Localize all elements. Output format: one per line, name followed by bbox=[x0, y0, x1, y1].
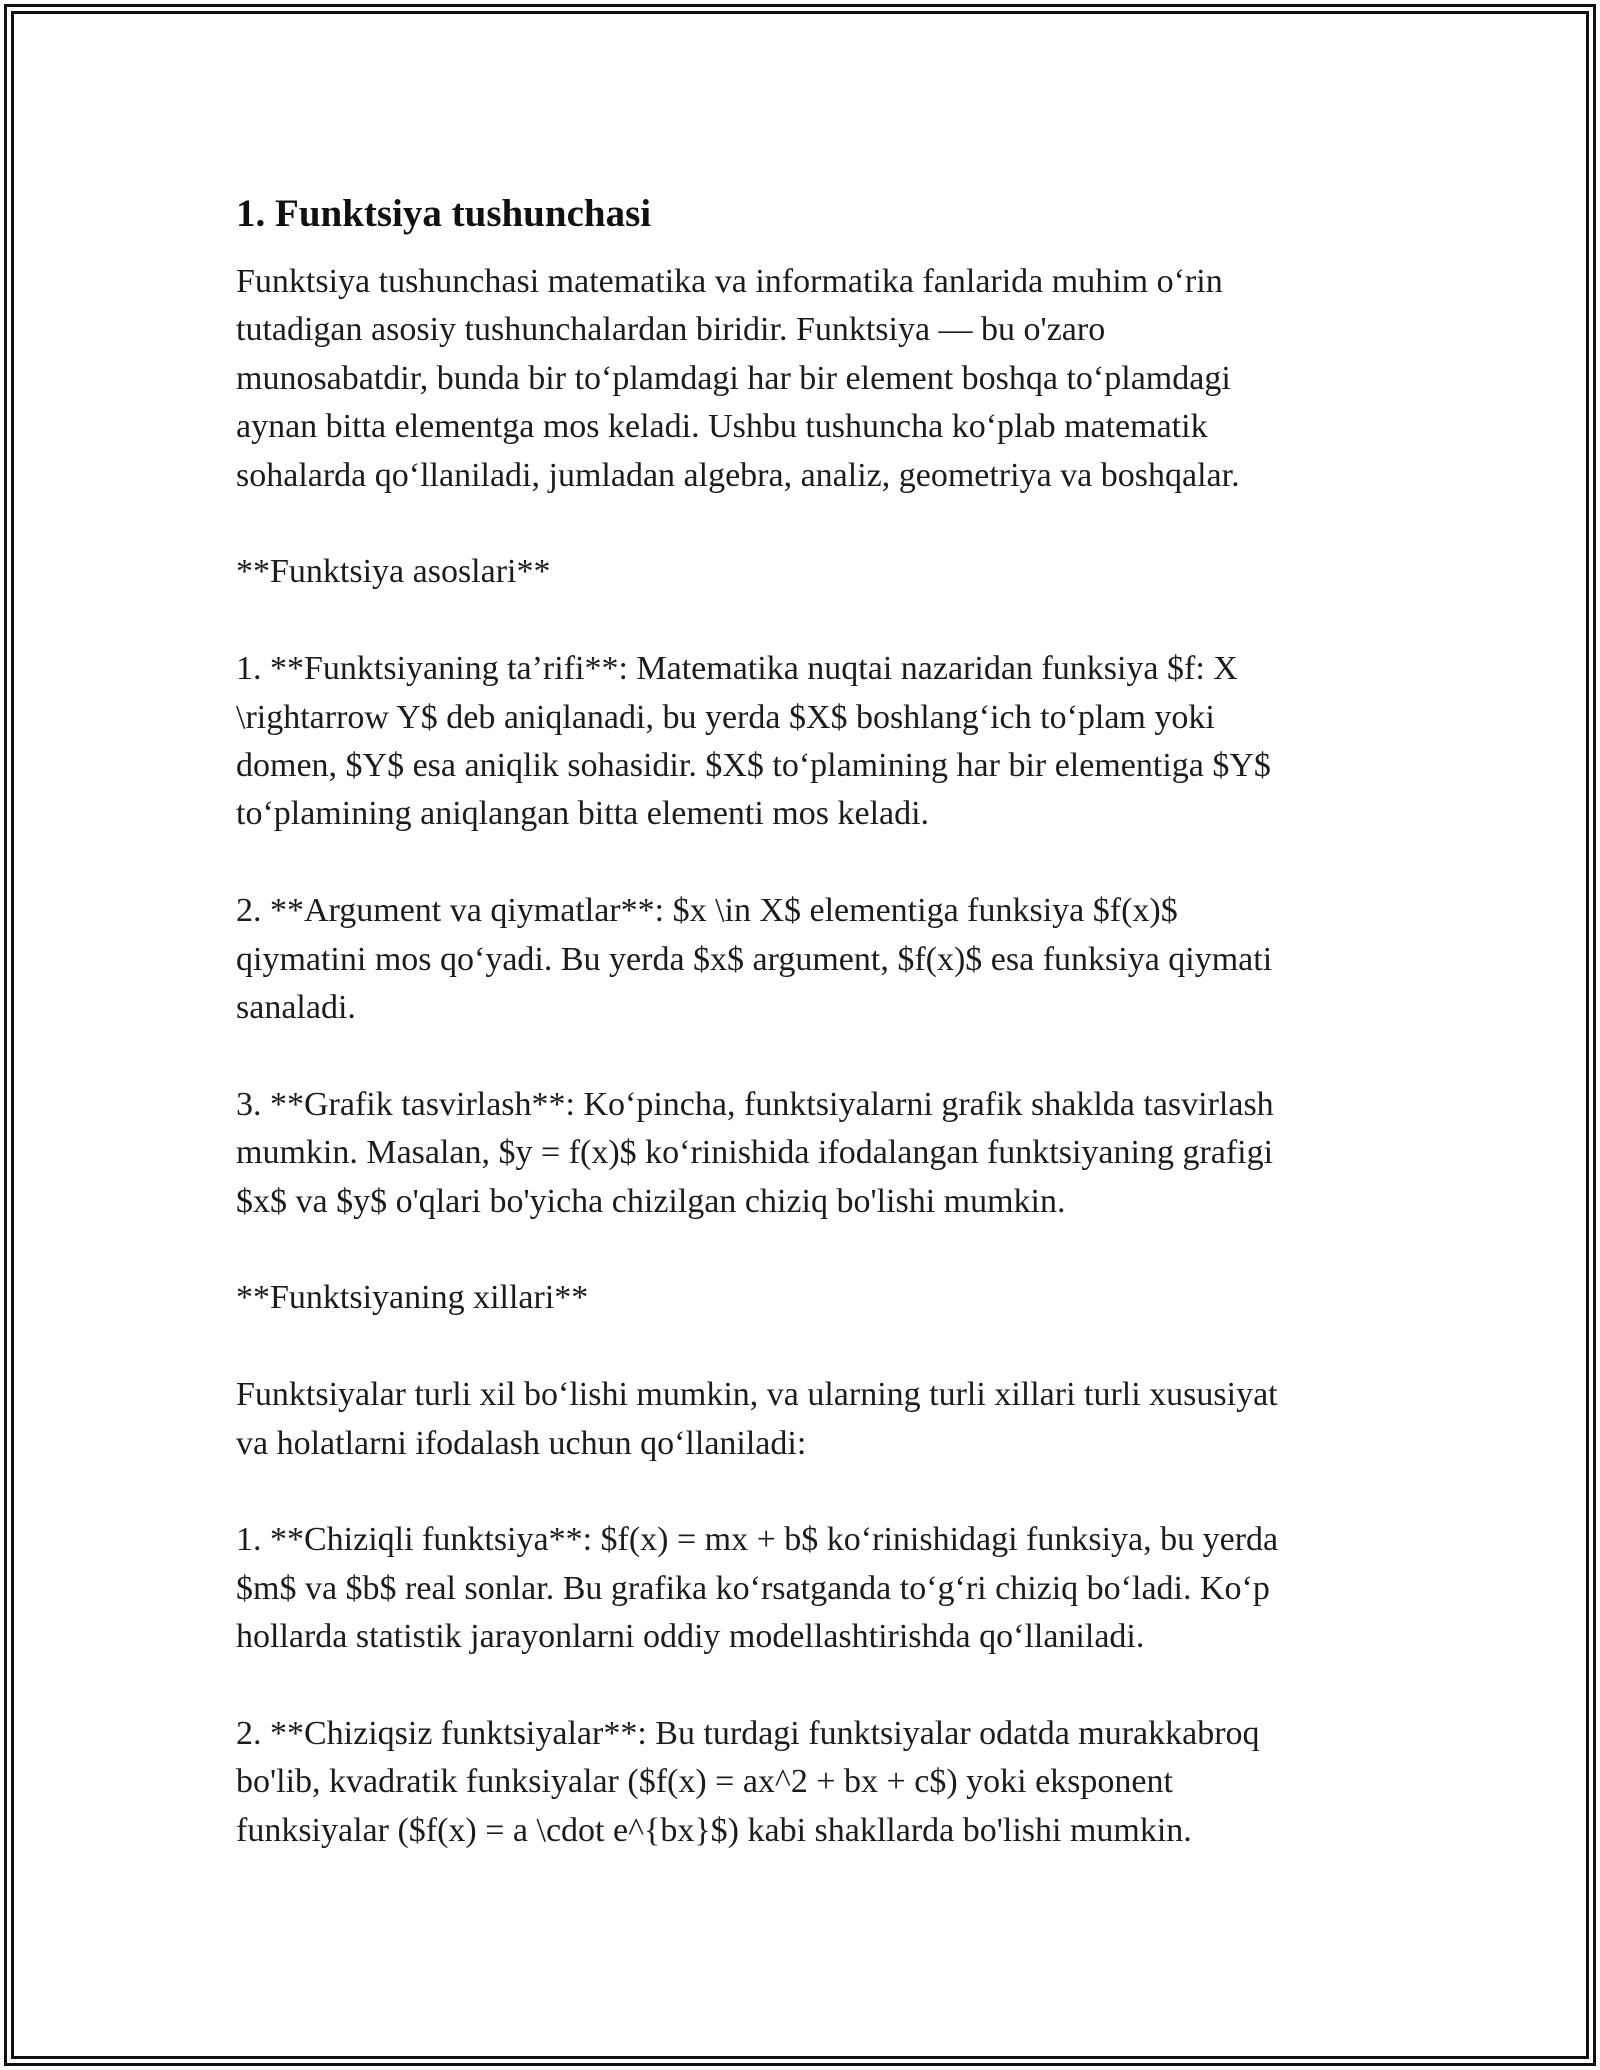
subheading-funktsiyaning-xillari: **Funktsiyaning xillari** bbox=[236, 1279, 589, 1317]
list-item-nonlinear: 2. **Chiziqsiz funktsiyalar**: Bu turdagi funktsiyalar odatda murakkabroq bo'lib, kvadratik funksiyalar ($f(x) = ax^2 + bx + c$) yoki eksponent funksiyalar ($f(x) = a \cdot e^{bx}$) kabi shakllarda bo'lishi mumkin. bbox=[236, 1715, 1260, 1849]
list-item-linear: 1. **Chiziqli funktsiya**: $f(x) = mx + b$ ko‘rinishidagi funksiya, bu yerda $m$ va $b$ real sonlar. Bu grafika ko‘rsatganda to‘g‘ri chiziq bo‘ladi. Ko‘p hollarda statistik jarayonlarni oddiy modellashtirishda qo‘llaniladi. bbox=[236, 1521, 1279, 1656]
section-heading: 1. Funktsiya tushunchasi bbox=[236, 192, 652, 235]
document-body bbox=[236, 184, 1366, 1855]
intro-paragraph: Funktsiya tushunchasi matematika va informatika fanlarida muhim o‘rin tutadigan asosiy tushunchalardan biridir. Funktsiya — bu o'zaro munosabatdir, bunda bir to‘plamdagi har bir element boshqa to‘plamdagi aynan bitta elementga mos keladi. Ushbu tushuncha ko‘plab matematik sohalarda qo‘llaniladi, jumladan algebra, analiz, geometriya va boshqalar. bbox=[236, 263, 1240, 494]
list-item-definition: 1. **Funktsiyaning ta’rifi**: Matematika nuqtai nazaridan funksiya $f: X \rightarrow Y$ deb aniqlanadi, bu yerda $X$ boshlang‘ich to‘plam yoki domen, $Y$ esa aniqlik sohasidir. $X$ to‘plamining har bir elementiga $Y$ to‘plamining aniqlangan bitta elementi mos keladi. bbox=[236, 650, 1271, 833]
subheading-funktsiya-asoslari: **Funktsiya asoslari** bbox=[236, 553, 551, 591]
types-intro-paragraph: Funktsiyalar turli xil bo‘lishi mumkin, va ularning turli xillari turli xususiyat va holatlarni ifodalash uchun qo‘llaniladi: bbox=[236, 1376, 1278, 1462]
list-item-graph: 3. **Grafik tasvirlash**: Ko‘pincha, funktsiyalarni grafik shaklda tasvirlash mumkin. Masalan, $y = f(x)$ ko‘rinishida ifodalangan funktsiyaning grafigi $x$ va $y$ o'qlari bo'yicha chizilgan chiziq bo'lishi mumkin. bbox=[236, 1085, 1274, 1220]
list-item-argument: 2. **Argument va qiymatlar**: $x \in X$ elementiga funksiya $f(x)$ qiymatini mos qo‘yadi. Bu yerda $x$ argument, $f(x)$ esa funksiya qiymati sanaladi. bbox=[236, 892, 1273, 1027]
